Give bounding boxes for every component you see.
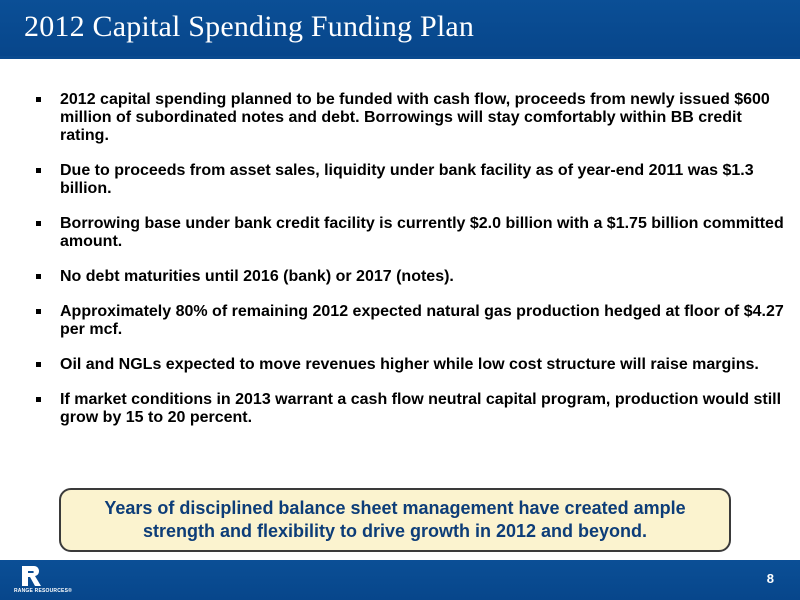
callout-box [59,488,731,552]
callout-text: Years of disciplined balance sheet management have created ample strength and flexibility to drive growth in 2012 and beyond. [104,498,686,541]
bullet-text: Oil and NGLs expected to move revenues higher while low cost structure will raise margins. [60,356,759,373]
bullet-text: 2012 capital spending planned to be funded with cash flow, proceeds from newly issued $600 million of subordinated notes and debt. Borrowings will stay comfortably within BB credit rating. [60,91,770,144]
bullet-item [34,303,786,339]
bullet-text: Borrowing base under bank credit facility is currently $2.0 billion with a $1.75 billion committed amount. [60,215,784,250]
bullet-square-icon [36,362,41,367]
page-number: 8 [766,571,774,586]
title-bar [0,0,800,56]
bullet-list [34,91,786,444]
bullet-text: If market conditions in 2013 warrant a cash flow neutral capital program, production would still grow by 15 to 20 percent. [60,391,782,426]
title-divider [0,56,800,59]
bullet-item [34,391,786,427]
bullet-square-icon [36,97,41,102]
range-resources-r-logo-icon [21,565,43,587]
bullet-item [34,356,786,374]
bullet-square-icon [36,274,41,279]
bullet-text: No debt maturities until 2016 (bank) or 2017 (notes). [60,268,454,285]
bullet-item [34,91,786,145]
bullet-text: Approximately 80% of remaining 2012 expected natural gas production hedged at floor of $4.27 per mcf. [60,303,784,338]
bullet-item [34,215,786,251]
bullet-item [34,162,786,198]
company-logo [14,565,74,597]
logo-wordmark: RANGE RESOURCES® [14,588,73,594]
footer-bar [0,560,800,600]
bullet-text: Due to proceeds from asset sales, liquidity under bank facility as of year-end 2011 was $1.3 billion. [60,162,754,197]
bullet-square-icon [36,397,41,402]
bullet-square-icon [36,221,41,226]
bullet-item [34,268,786,286]
bullet-square-icon [36,309,41,314]
slide-title: 2012 Capital Spending Funding Plan [24,10,475,43]
bullet-square-icon [36,168,41,173]
